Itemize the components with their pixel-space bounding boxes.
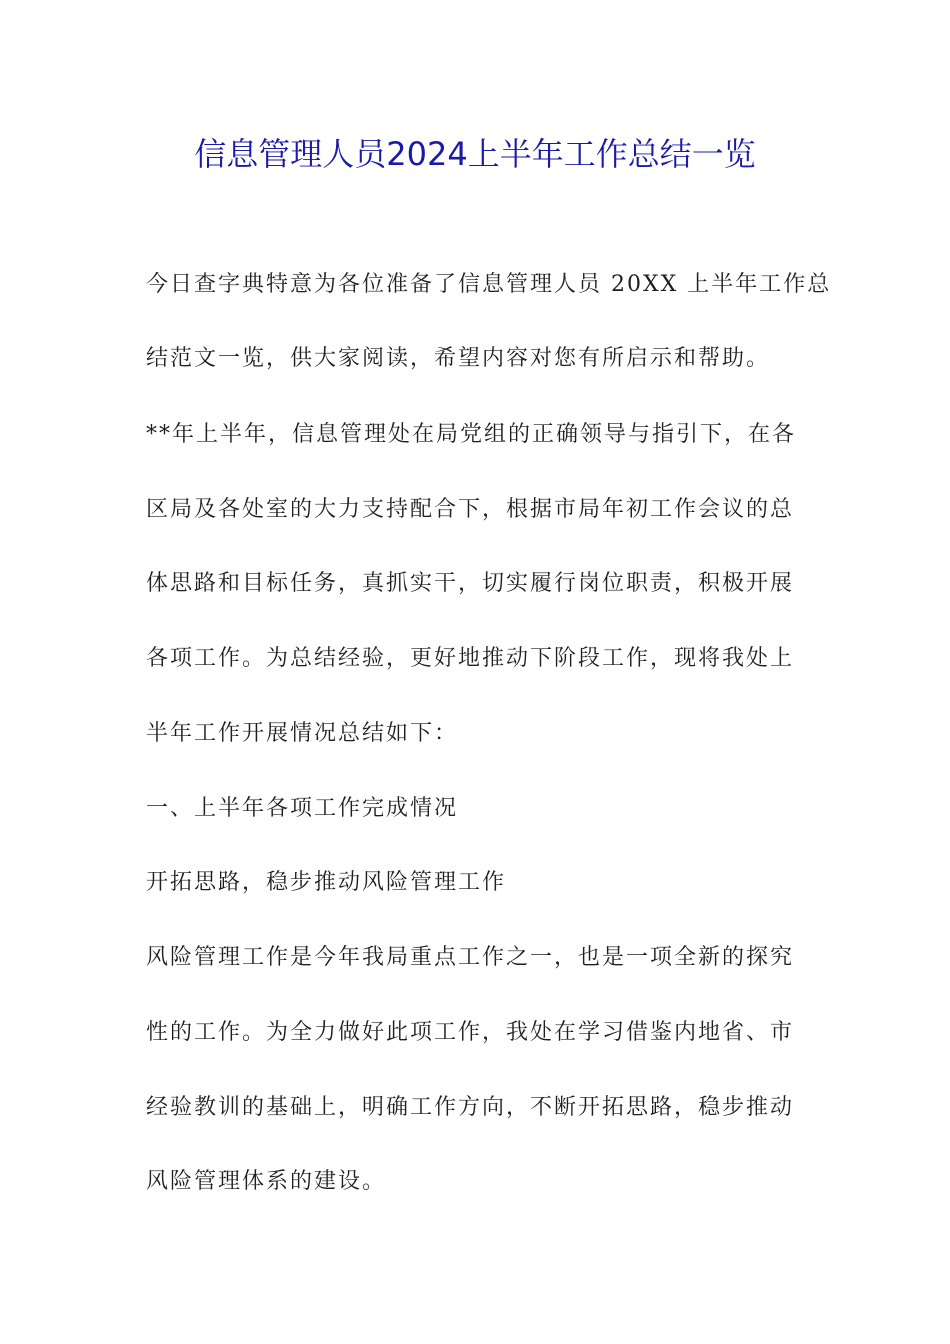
paragraph-line: 性的工作。为全力做好此项工作，我处在学习借鉴内地省、市 bbox=[146, 1020, 795, 1045]
paragraph-line: **年上半年，信息管理处在局党组的正确领导与指引下，在各 bbox=[146, 422, 797, 447]
paragraph-line: 区局及各处室的大力支持配合下，根据市局年初工作会议的总 bbox=[146, 497, 795, 522]
paragraph-line: 半年工作开展情况总结如下： bbox=[146, 721, 459, 746]
paragraph-line: 结范文一览，供大家阅读，希望内容对您有所启示和帮助。 bbox=[146, 346, 771, 371]
paragraph-line: 风险管理工作是今年我局重点工作之一，也是一项全新的探究 bbox=[146, 945, 795, 970]
section-heading: 一、上半年各项工作完成情况 bbox=[146, 796, 459, 821]
paragraph-line: 体思路和目标任务，真抓实干，切实履行岗位职责，积极开展 bbox=[146, 571, 795, 596]
subsection-heading: 开拓思路，稳步推动风险管理工作 bbox=[146, 870, 507, 895]
paragraph-line: 经验教训的基础上，明确工作方向，不断开拓思路，稳步推动 bbox=[146, 1095, 795, 1120]
paragraph-line: 风险管理体系的建设。 bbox=[146, 1169, 387, 1194]
paragraph-line: 今日查字典特意为各位准备了信息管理人员 20XX 上半年工作总 bbox=[146, 272, 832, 297]
document-title: 信息管理人员2024上半年工作总结一览 bbox=[194, 135, 756, 173]
paragraph-line: 各项工作。为总结经验，更好地推动下阶段工作，现将我处上 bbox=[146, 646, 795, 671]
